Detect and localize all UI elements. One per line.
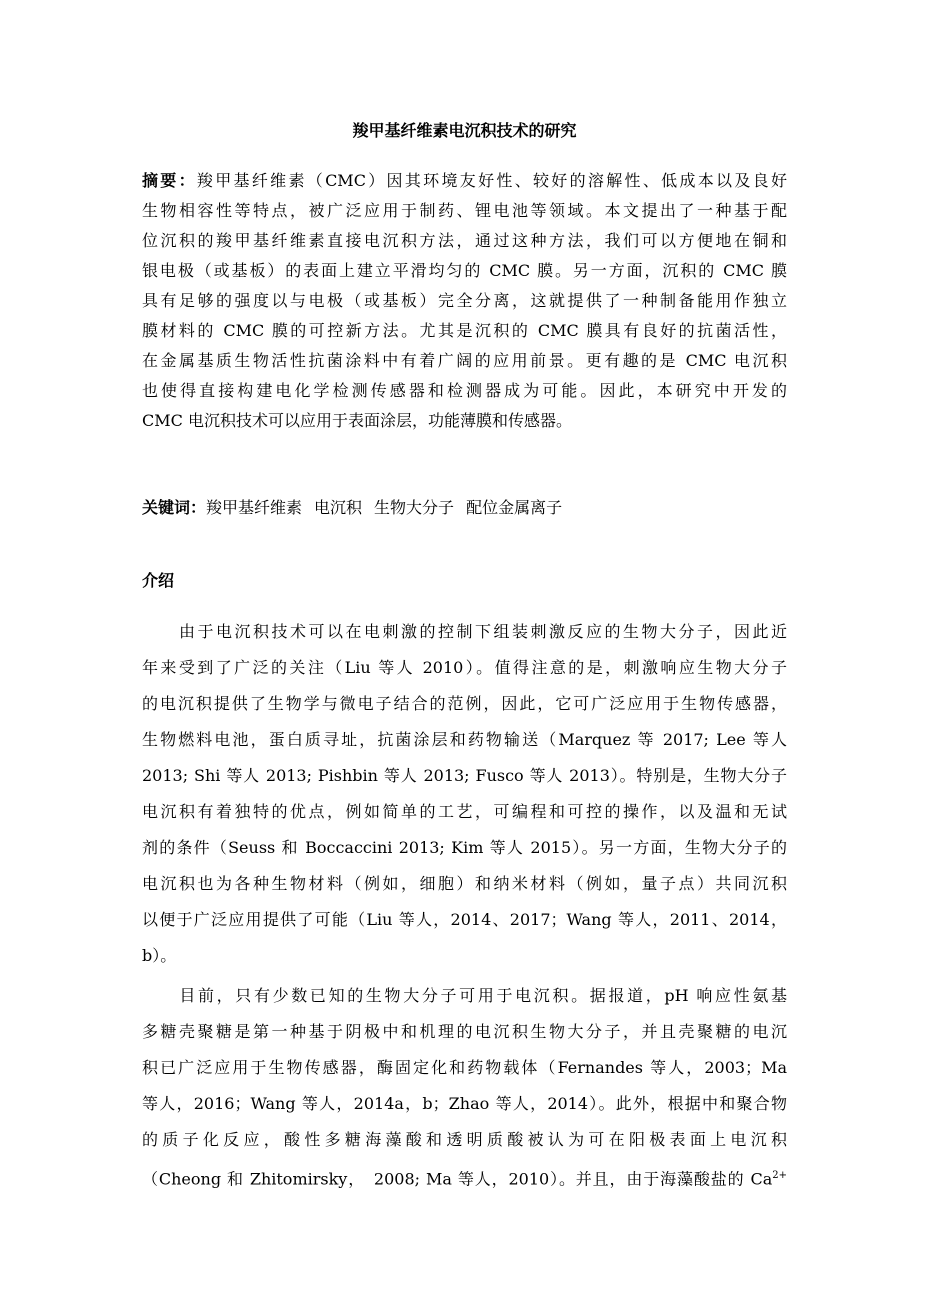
paragraph-line: 等人，2016；Wang 等人，2014a，b；Zhao 等人，2014）。此外，根据中和聚合物 bbox=[142, 1094, 787, 1113]
paragraph-line: 剂的条件（Seuss 和 Boccaccini 2013; Kim 等人 2015）。另一方面，生物大分子的 bbox=[142, 838, 787, 857]
abstract-line: CMC 电沉积技术可以应用于表面涂层，功能薄膜和传感器。 bbox=[142, 411, 572, 430]
abstract-line: 位沉积的羧甲基纤维素直接电沉积方法，通过这种方法，我们可以方便地在铜和 bbox=[142, 231, 787, 250]
keywords-label: 关键词： bbox=[142, 498, 207, 517]
paragraph-line: 多糖壳聚糖是第一种基于阴极中和机理的电沉积生物大分子，并且壳聚糖的电沉 bbox=[142, 1022, 787, 1041]
paragraph-line: 电沉积也为各种生物材料（例如，细胞）和纳米材料（例如，量子点）共同沉积 bbox=[142, 874, 787, 893]
abstract-line: 在金属基质生物活性抗菌涂料中有着广阔的应用前景。更有趣的是 CMC 电沉积 bbox=[142, 351, 787, 370]
keyword: 电沉积 bbox=[314, 498, 363, 517]
paragraph-line: 电沉积有着独特的优点，例如简单的工艺，可编程和可控的操作，以及温和无试 bbox=[142, 802, 787, 821]
paragraph-line: 的质子化反应，酸性多糖海藻酸和透明质酸被认为可在阳极表面上电沉积 bbox=[142, 1130, 787, 1149]
paragraph-line: （Cheong 和 Zhitomirsky， 2008; Ma 等人，2010）。并且，由于海藻酸盐的 $Ca^{2+}$ bbox=[142, 1169, 787, 1189]
superscript-charge: 2+ bbox=[772, 1170, 787, 1181]
paragraph-line: 以便于广泛应用提供了可能（Liu 等人，2014、2017；Wang 等人，2011、2014， bbox=[142, 910, 787, 929]
paragraph-line: 年来受到了广泛的关注（Liu 等人 2010）。值得注意的是，刺激响应生物大分子 bbox=[142, 658, 787, 677]
keyword: 配位金属离子 bbox=[466, 498, 563, 517]
paragraph-line: b）。 bbox=[142, 946, 177, 965]
section-heading-intro: 介绍 bbox=[142, 571, 175, 590]
abstract-line: 银电极（或基板）的表面上建立平滑均匀的 CMC 膜。另一方面，沉积的 CMC 膜 bbox=[142, 261, 787, 280]
keyword: 生物大分子 bbox=[374, 498, 455, 517]
paragraph-line: 目前，只有少数已知的生物大分子可用于电沉积。据报道，pH 响应性氨基 bbox=[142, 986, 787, 1005]
paragraph-line: 2013; Shi 等人 2013; Pishbin 等人 2013; Fusco 等人 2013）。特别是，生物大分子 bbox=[142, 766, 787, 785]
paragraph-line: 生物燃料电池，蛋白质寻址，抗菌涂层和药物输送（Marquez 等 2017; Lee 等人 bbox=[142, 730, 787, 749]
keywords bbox=[142, 493, 787, 523]
keyword: 羧甲基纤维素 bbox=[206, 498, 303, 517]
abstract-line: 摘要：羧甲基纤维素（CMC）因其环境友好性、较好的溶解性、低成本以及良好 bbox=[142, 171, 787, 190]
abstract bbox=[142, 166, 787, 436]
abstract-line: 生物相容性等特点，被广泛应用于制药、锂电池等领域。本文提出了一种基于配 bbox=[142, 201, 787, 220]
paragraph-line: 积已广泛应用于生物传感器，酶固定化和药物载体（Fernandes 等人，2003；Ma bbox=[142, 1058, 787, 1077]
paragraph-line: 的电沉积提供了生物学与微电子结合的范例，因此，它可广泛应用于生物传感器， bbox=[142, 694, 787, 713]
intro-paragraph-1 bbox=[142, 614, 787, 974]
abstract-label: 摘要： bbox=[142, 171, 197, 190]
intro-paragraph-2 bbox=[142, 978, 787, 1194]
abstract-line: 具有足够的强度以与电极（或基板）完全分离，这就提供了一种制备能用作独立 bbox=[142, 291, 787, 310]
paragraph-line: 由于电沉积技术可以在电刺激的控制下组装刺激反应的生物大分子，因此近 bbox=[142, 622, 787, 641]
abstract-line: 膜材料的 CMC 膜的可控新方法。尤其是沉积的 CMC 膜具有良好的抗菌活性， bbox=[142, 321, 787, 340]
paper-title: 羧甲基纤维素电沉积技术的研究 bbox=[352, 121, 577, 140]
abstract-line: 也使得直接构建电化学检测传感器和检测器成为可能。因此，本研究中开发的 bbox=[142, 381, 787, 400]
